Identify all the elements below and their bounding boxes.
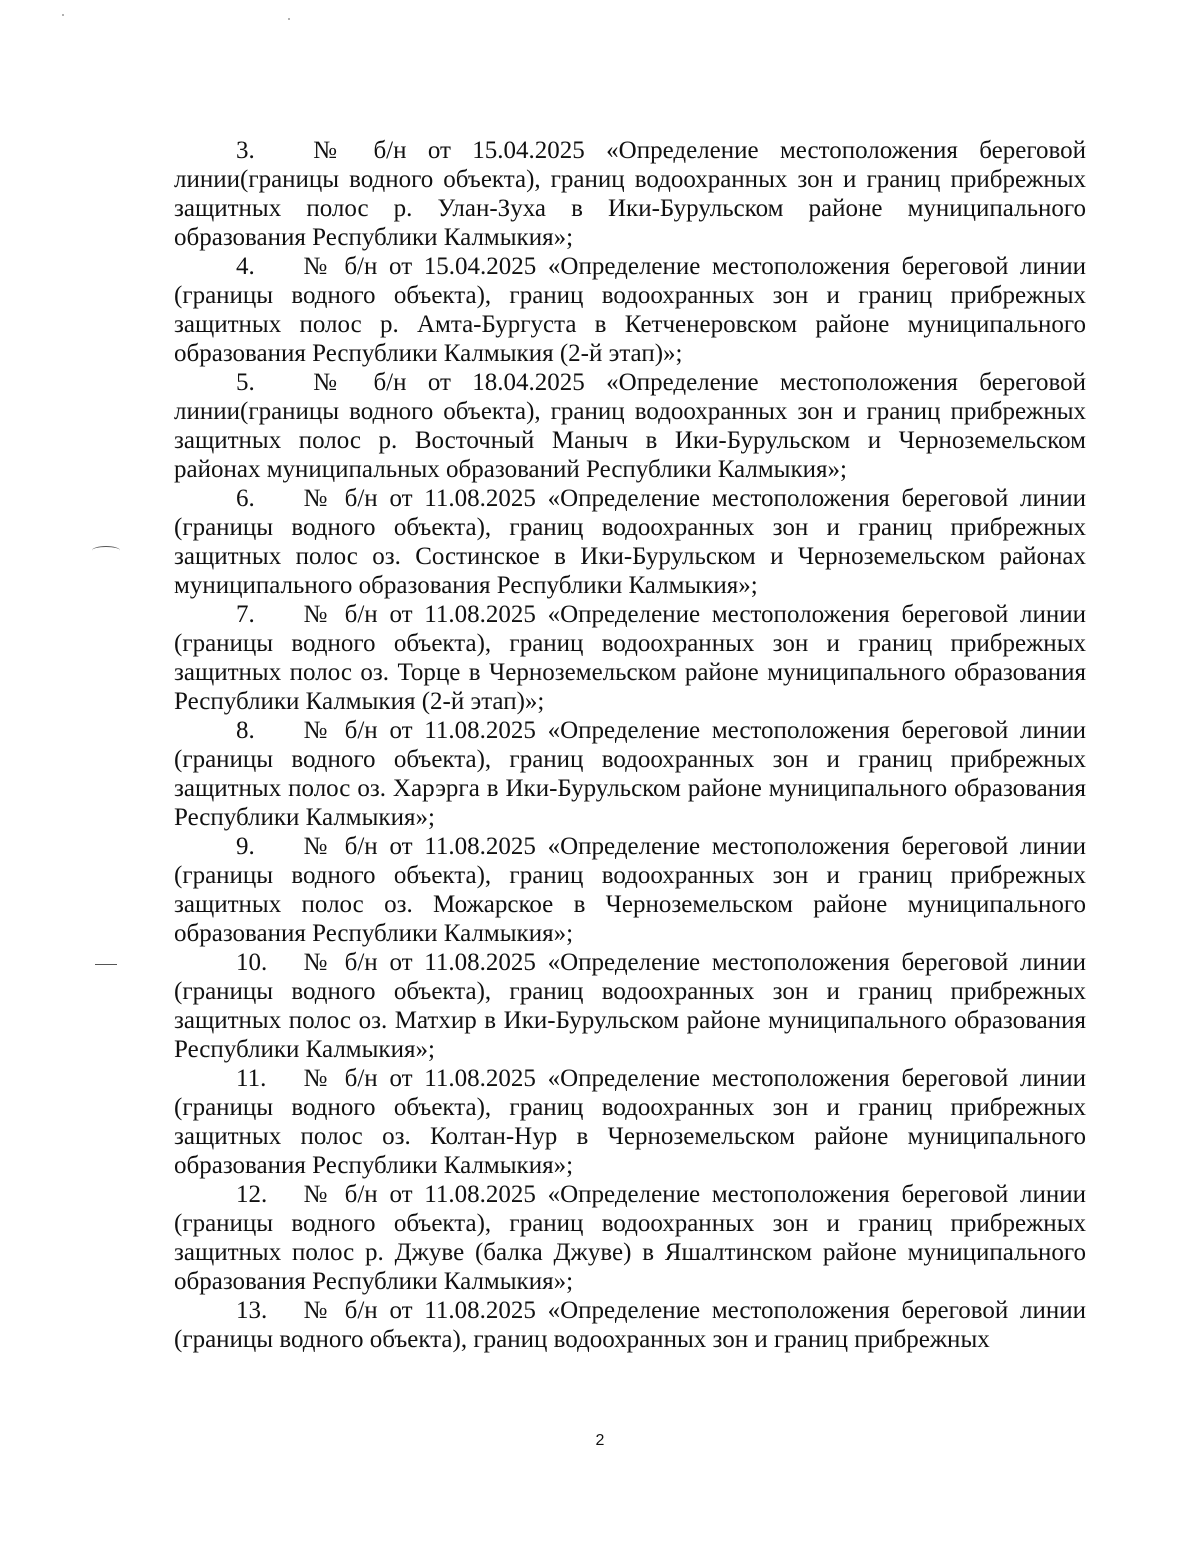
list-item xyxy=(174,368,1086,484)
scan-speck xyxy=(288,18,290,20)
item-number: 10. xyxy=(236,949,268,976)
list-item xyxy=(174,832,1086,948)
item-number: 4. xyxy=(236,253,255,280)
item-number: 8. xyxy=(236,717,255,744)
item-text: № б/н от 11.08.2025 «Определение местоположения береговой линии (границы водного объекта), границ водоохранных зон и границ прибрежных защитных полос оз. Матхир в Ики-Бурульском районе муниципального образования Республики Калмыкия»; xyxy=(174,949,1086,1063)
document-body xyxy=(174,136,1086,1354)
list-item xyxy=(174,1064,1086,1180)
item-text: № б/н от 11.08.2025 «Определение местоположения береговой линии (границы водного объекта), границ водоохранных зон и границ прибрежных защитных полос оз. Можарское в Черноземельском районе муниципального образования Республики Калмыкия»; xyxy=(174,833,1086,947)
list-item xyxy=(174,716,1086,832)
item-text: № б/н от 18.04.2025 «Определение местоположения береговой линии(границы водного объекта), границ водоохранных зон и границ прибрежных защитных полос р. Восточный Маныч в Ики-Бурульском и Черноземельском районах муниципальных образований Республики Калмыкия»; xyxy=(174,369,1086,483)
item-number: 6. xyxy=(236,485,255,512)
list-item xyxy=(174,600,1086,716)
scan-mark xyxy=(92,546,120,555)
list-item xyxy=(174,252,1086,368)
scan-speck xyxy=(62,14,64,16)
item-text: № б/н от 11.08.2025 «Определение местоположения береговой линии (границы водного объекта), границ водоохранных зон и границ прибрежных xyxy=(174,1297,1086,1353)
item-text: № б/н от 15.04.2025 «Определение местоположения береговой линии(границы водного объекта), границ водоохранных зон и границ прибрежных защитных полос р. Улан-Зуха в Ики-Бурульском районе муниципального образования Республики Калмыкия»; xyxy=(174,137,1086,251)
item-text: № б/н от 11.08.2025 «Определение местоположения береговой линии (границы водного объекта), границ водоохранных зон и границ прибрежных защитных полос оз. Харэрга в Ики-Бурульском районе муниципального образования Республики Калмыкия»; xyxy=(174,717,1086,831)
item-number: 11. xyxy=(236,1065,267,1092)
item-number: 9. xyxy=(236,833,255,860)
item-number: 13. xyxy=(236,1297,268,1324)
item-number: 7. xyxy=(236,601,255,628)
list-item xyxy=(174,1296,1086,1354)
list-item xyxy=(174,484,1086,600)
item-text: № б/н от 11.08.2025 «Определение местоположения береговой линии (границы водного объекта), границ водоохранных зон и границ прибрежных защитных полос оз. Торце в Черноземельском районе муниципального образования Республики Калмыкия (2-й этап)»; xyxy=(174,601,1086,715)
item-text: № б/н от 15.04.2025 «Определение местоположения береговой линии (границы водного объекта), границ водоохранных зон и границ прибрежных защитных полос р. Амта-Бургуста в Кетченеровском районе муниципального образования Республики Калмыкия (2-й этап)»; xyxy=(174,253,1086,367)
list-item xyxy=(174,136,1086,252)
page-number: 2 xyxy=(595,1432,605,1449)
item-text: № б/н от 11.08.2025 «Определение местоположения береговой линии (границы водного объекта), границ водоохранных зон и границ прибрежных защитных полос оз. Колтан-Нур в Черноземельском районе муниципального образования Республики Калмыкия»; xyxy=(174,1065,1086,1179)
list-item xyxy=(174,1180,1086,1296)
scan-mark xyxy=(95,964,117,965)
item-number: 3. xyxy=(236,137,255,164)
item-text: № б/н от 11.08.2025 «Определение местоположения береговой линии (границы водного объекта), границ водоохранных зон и границ прибрежных защитных полос р. Джуве (балка Джуве) в Яшалтинском районе муниципального образования Республики Калмыкия»; xyxy=(174,1181,1086,1295)
item-number: 12. xyxy=(236,1181,268,1208)
item-text: № б/н от 11.08.2025 «Определение местоположения береговой линии (границы водного объекта), границ водоохранных зон и границ прибрежных защитных полос оз. Состинское в Ики-Бурульском и Черноземельском районах муниципального образования Республики Калмыкия»; xyxy=(174,485,1086,599)
list-item xyxy=(174,948,1086,1064)
item-number: 5. xyxy=(236,369,255,396)
